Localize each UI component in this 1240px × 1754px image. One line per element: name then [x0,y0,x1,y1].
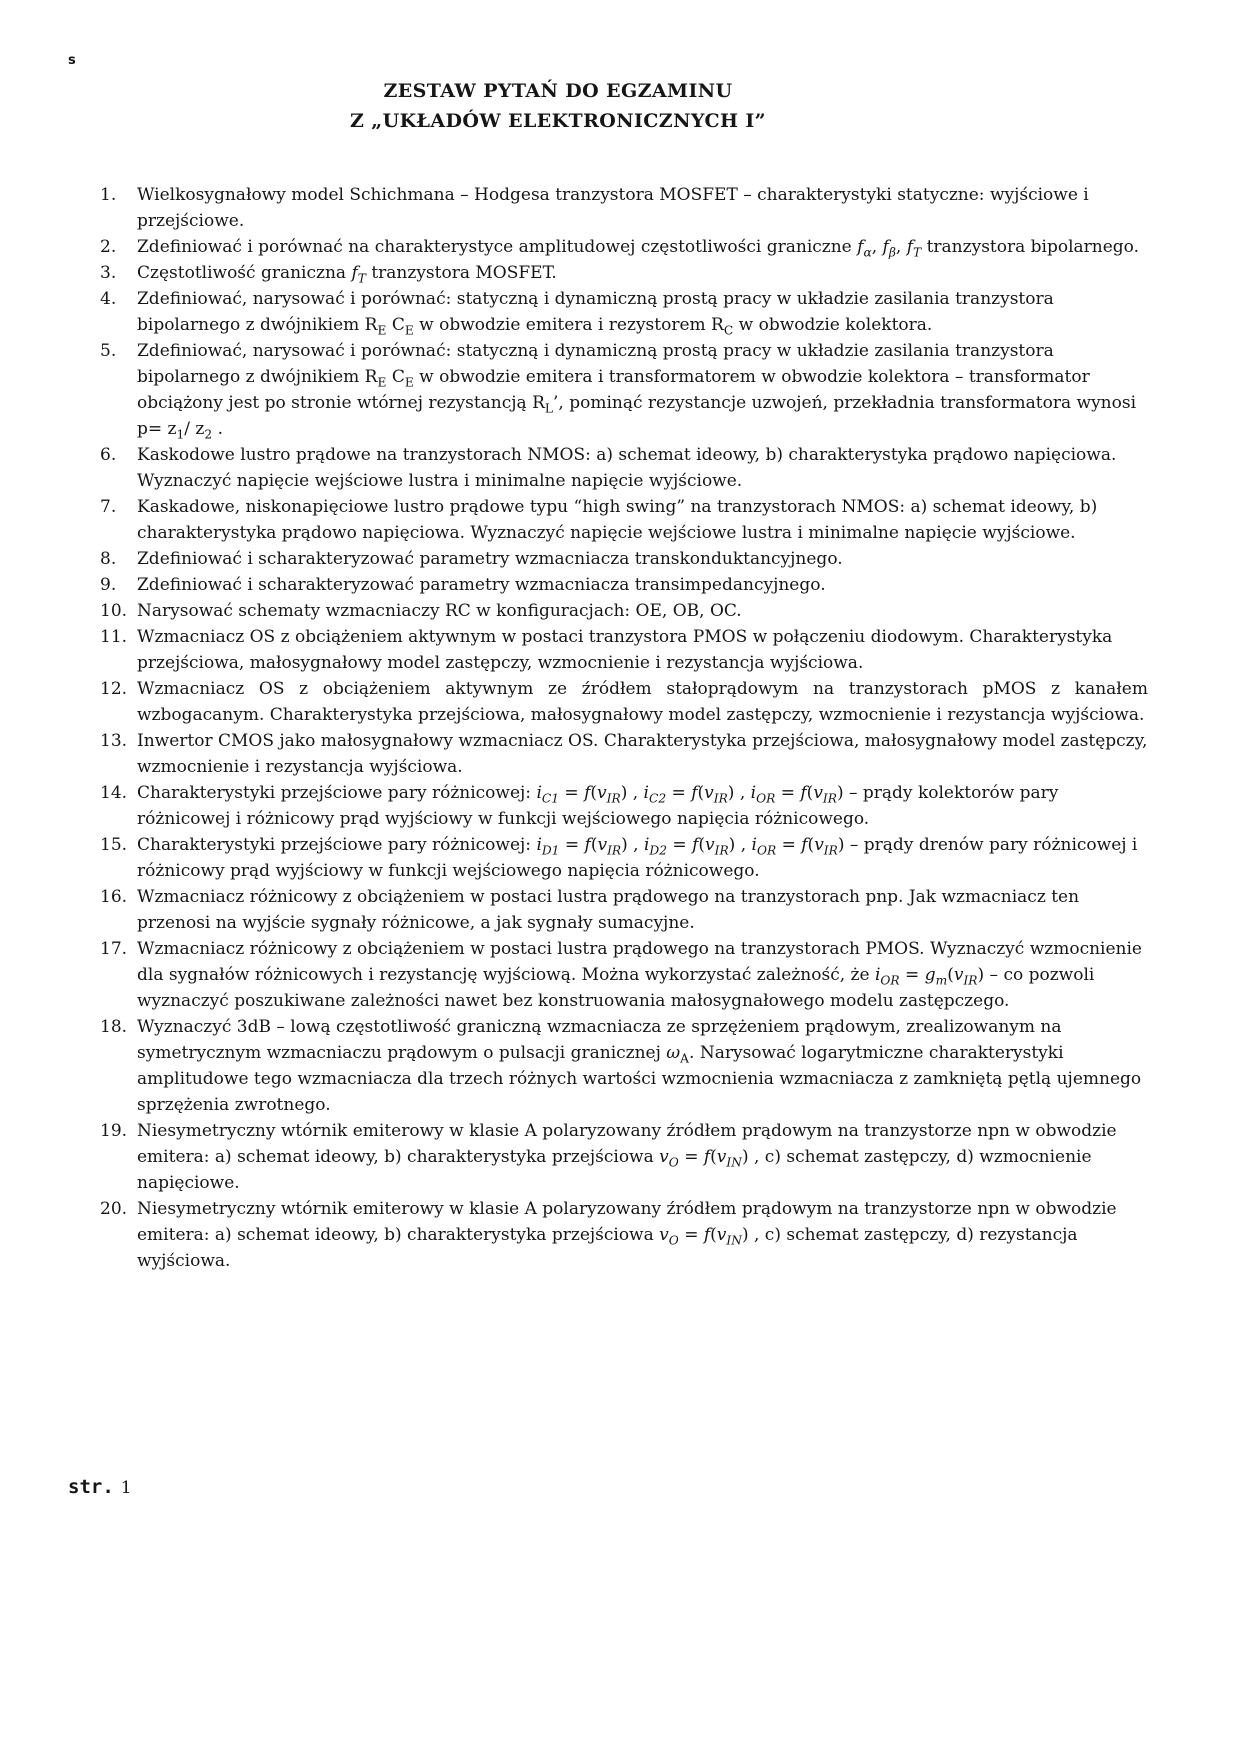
question-number: 12. [100,679,128,699]
question-item [100,182,1148,234]
question-item [100,936,1148,1014]
question-number: 20. [100,1199,128,1219]
question-number: 2. [100,237,117,257]
question-text: Częstotliwość graniczna $f_T$ tranzystora MOSFET. [137,263,557,286]
question-text: Zdefiniować i porównać na charakterystyce amplitudowej częstotliwości graniczne $f_\alpha$, $f_\beta$, $f_T$ tranzystora bipolarnego. [137,237,1140,260]
question-item [100,494,1148,546]
question-text: Zdefiniować, narysować i porównać: statyczną i dynamiczną prostą pracy w układzie zasilania tranzystora bipolarnego z dwójnikiem $R_E$ $C_E$ w obwodzie emitera i rezystorem $R_C$ w obwodzie kolektora. [137,289,1054,338]
corner-mark: s [68,53,76,68]
question-number: 16. [100,887,128,907]
question-text: Inwertor CMOS jako małosygnałowy wzmacniacz OS. Charakterystyka przejściowa, małosygnałowy model zastępczy, wzmocnienie i rezystancja wyjściowa. [137,731,1148,777]
question-text: Narysować schematy wzmacniaczy RC w konfiguracjach: OE, OB, OC. [137,601,742,621]
question-number: 19. [100,1121,128,1141]
question-item [100,338,1148,442]
question-item [100,546,1148,572]
footer-page-number: 1 [120,1478,132,1498]
question-text: Zdefiniować i scharakteryzować parametry wzmacniacza transkonduktancyjnego. [137,549,843,569]
question-item [100,1118,1148,1196]
question-item [100,260,1148,286]
question-number: 15. [100,835,128,855]
question-text: Wzmacniacz różnicowy z obciążeniem w postaci lustra prądowego na tranzystorach PMOS. Wyznaczyć wzmocnienie dla sygnałów różnicowych i rezystancję wyjściową. Można wykorzystać zależność, że $i_{OR} = g_m(v_{IR})$ – co pozwoli wyznaczyć poszukiwane zależności nawet bez konstruowania małosygnałowego modelu zastępczego. [137,939,1142,1011]
question-number: 3. [100,263,117,283]
question-number: 10. [100,601,128,621]
question-text: Kaskadowe, niskonapięciowe lustro prądowe typu “high swing” na tranzystorach NMOS: a) schemat ideowy, b) charakterystyka prądowo napięciowa. Wyznaczyć napięcie wejściowe lustra i minimalne napięcie wyjściowe. [137,497,1098,543]
question-text: Wzmacniacz OS z obciążeniem aktywnym w postaci tranzystora PMOS w połączeniu diodowym. Charakterystyka przejściowa, małosygnałowy model zastępczy, wzmocnienie i rezystancja wyjściowa. [137,627,1113,673]
document-title [0,0,1116,136]
question-text: Niesymetryczny wtórnik emiterowy w klasie A polaryzowany źródłem prądowym na tranzystorze npn w obwodzie emitera: a) schemat ideowy, b) charakterystyka przejściowa $v_O = f(v_{IN})$ , c) schemat zastępczy, d) rezystancja wyjściowa. [137,1199,1117,1271]
question-number: 5. [100,341,117,361]
page-footer [68,1474,132,1501]
question-text: Zdefiniować i scharakteryzować parametry wzmacniacza transimpedancyjnego. [137,575,826,595]
question-number: 14. [100,783,128,803]
title-line-2: Z „UKŁADÓW ELEKTRONICZNYCH I” [350,110,766,132]
question-text: Zdefiniować, narysować i porównać: statyczną i dynamiczną prostą pracy w układzie zasilania tranzystora bipolarnego z dwójnikiem $R_E$ $C_E$ w obwodzie emitera i transformatorem w obwodzie kolektora – transformator obciążony jest po stronie wtórnej rezystancją $R_L$’, pominąć rezystancje uzwojeń, przekładnia transformatora wynosi $p= z_1/$ $z_2$ . [137,341,1137,442]
question-text: Wielkosygnałowy model Schichmana – Hodgesa tranzystora MOSFET – charakterystyki statyczne: wyjściowe i przejściowe. [137,185,1089,231]
question-text: Charakterystyki przejściowe pary różnicowej: $i_{D1} = f(v_{IR})$ , $i_{D2} = f(v_{IR})$ , $i_{OR} = f(v_{IR})$ – prądy drenów pary różnicowej i różnicowy prąd wyjściowy w funkcji wejściowego napięcia różnicowego. [137,835,1138,881]
question-item [100,624,1148,676]
question-list [100,182,1148,1274]
footer-label: str. [68,1476,114,1498]
question-number: 8. [100,549,117,569]
question-number: 1. [100,185,117,205]
question-number: 11. [100,627,128,647]
question-text: Kaskodowe lustro prądowe na tranzystorach NMOS: a) schemat ideowy, b) charakterystyka prądowo napięciowa. Wyznaczyć napięcie wejściowe lustra i minimalne napięcie wyjściowe. [137,445,1117,491]
question-item [100,1196,1148,1274]
question-item [100,676,1148,728]
question-item [100,1014,1148,1118]
question-item [100,442,1148,494]
question-text: Wzmacniacz OS z obciążeniem aktywnym ze źródłem stałoprądowym na tranzystorach pMOS z kanałem wzbogacanym. Charakterystyka przejściowa, małosygnałowy model zastępczy, wzmocnienie i rezystancja wyjściowa. [137,679,1148,725]
title-line-1: ZESTAW PYTAŃ DO EGZAMINU [383,80,733,102]
question-item [100,234,1148,260]
question-item [100,598,1148,624]
question-number: 13. [100,731,128,751]
question-item [100,572,1148,598]
question-item [100,884,1148,936]
question-number: 6. [100,445,117,465]
question-number: 7. [100,497,117,517]
question-item [100,780,1148,832]
question-text: Wyznaczyć 3dB – lową częstotliwość graniczną wzmacniacza ze sprzężeniem prądowym, zrealizowanym na symetrycznym wzmacniaczu prądowym o pulsacji granicznej $\omega_A$. Narysować logarytmiczne charakterystyki amplitudowe tego wzmacniacza dla trzech różnych wartości wzmocnienia wzmacniacza z zamkniętą pętlą ujemnego sprzężenia zwrotnego. [137,1017,1142,1115]
question-text: Charakterystyki przejściowe pary różnicowej: $i_{C1} = f(v_{IR})$ , $i_{C2} = f(v_{IR})$ , $i_{OR} = f(v_{IR})$ – prądy kolektorów pary różnicowej i różnicowy prąd wyjściowy w funkcji wejściowego napięcia różnicowego. [137,783,1059,829]
question-number: 18. [100,1017,128,1037]
question-item [100,728,1148,780]
question-number: 9. [100,575,117,595]
question-text: Wzmacniacz różnicowy z obciążeniem w postaci lustra prądowego na tranzystorach pnp. Jak wzmacniacz ten przenosi na wyjście sygnały różnicowe, a jak sygnały sumacyjne. [137,887,1080,933]
question-number: 17. [100,939,128,959]
question-number: 4. [100,289,117,309]
question-text: Niesymetryczny wtórnik emiterowy w klasie A polaryzowany źródłem prądowym na tranzystorze npn w obwodzie emitera: a) schemat ideowy, b) charakterystyka przejściowa $v_O = f(v_{IN})$ , c) schemat zastępczy, d) wzmocnienie napięciowe. [137,1121,1117,1193]
question-item [100,286,1148,338]
question-item [100,832,1148,884]
